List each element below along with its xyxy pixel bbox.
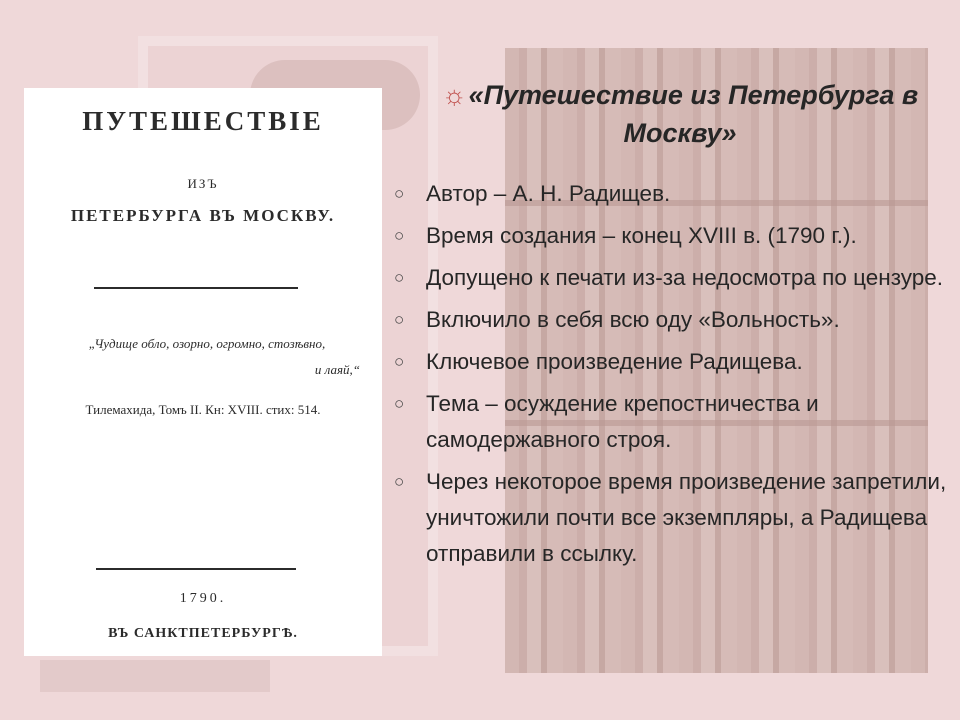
title-page-rule [94,287,298,289]
book-title: ПУТЕШЕСТВIЕ [82,106,324,136]
book-title-from: ИЗЪ [187,176,219,191]
circle-bullet-icon: ○ [394,184,405,203]
publication-year: 1790. [179,591,227,606]
circle-bullet-icon: ○ [394,310,405,329]
list-item-text: Через некоторое время произведение запретили, уничтожили почти все экземпляры, а Радищева отправили в ссылку. [426,469,947,566]
title-page-rule [96,568,296,570]
list-item-text: Допущено к печати из-за недосмотра по цензуре. [426,265,944,290]
publication-city: ВЪ САНКТПЕТЕРБУРГѢ. [108,626,298,641]
list-item [394,218,954,254]
epigraph-line: „Чудище обло, озорно, огромно, стозѣвно, [88,336,326,351]
list-item-text: Ключевое произведение Радищева. [426,349,803,374]
epigraph-line: и лаяй,“ [314,362,360,377]
list-item [394,344,954,380]
book-subtitle: ПЕТЕРБУРГА ВЪ МОСКВУ. [70,206,336,225]
list-item-text: Тема – осуждение крепостничества и самодержавного строя. [426,391,819,452]
circle-bullet-icon: ○ [394,472,405,491]
list-item-text: Время создания – конец XVIII в. (1790 г.). [426,223,857,248]
list-item-text: Автор – А. Н. Радищев. [426,181,671,206]
circle-bullet-icon: ○ [394,352,405,371]
circle-bullet-icon: ○ [394,268,405,287]
list-item [394,302,954,338]
list-item [394,386,954,458]
list-item [394,176,954,212]
list-item [394,260,954,296]
list-item [394,464,954,572]
bullet-list [394,176,954,578]
epigraph-source: Тилемахида, Томъ II. Кн: XVIII. стих: 514. [85,402,321,417]
circle-bullet-icon: ○ [394,226,405,245]
background-strip [40,660,270,692]
sun-icon: ☼ [441,80,467,110]
circle-bullet-icon: ○ [394,394,405,413]
book-title-page [24,88,382,656]
slide-title [430,76,930,152]
list-item-text: Включило в себя всю оду «Вольность». [426,307,840,332]
slide-title-text: «Путешествие из Петербурга в Москву» [468,80,919,148]
